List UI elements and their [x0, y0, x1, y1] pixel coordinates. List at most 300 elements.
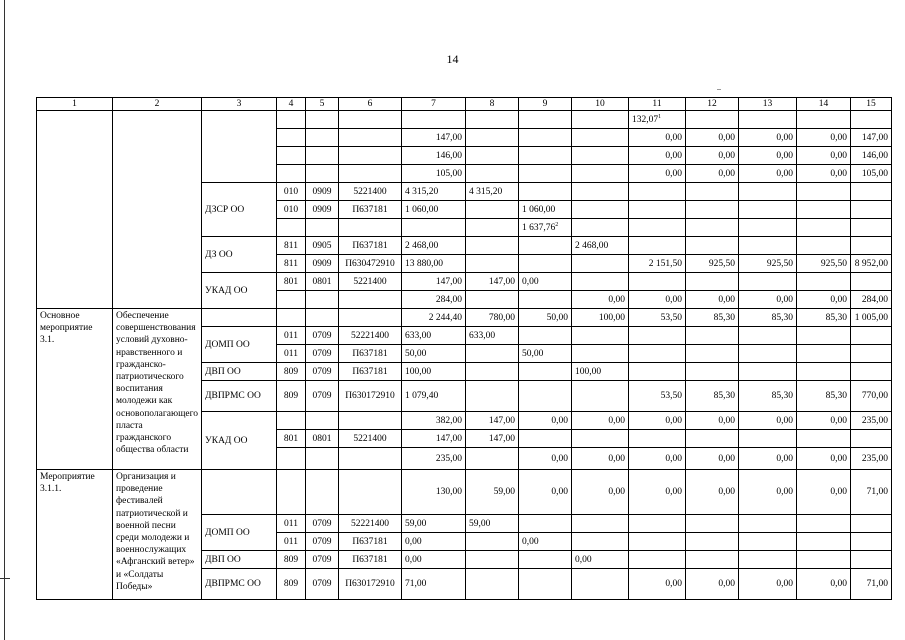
cell: 8 952,00 — [851, 255, 892, 273]
cell — [339, 291, 402, 309]
cell: 0,00 — [739, 291, 797, 309]
cell: 146,00 — [851, 147, 892, 165]
cell: 85,30 — [797, 381, 851, 412]
cell — [519, 381, 572, 412]
cell: 809 — [277, 363, 306, 381]
page-number: 14 — [446, 52, 459, 66]
cell: 284,00 — [851, 291, 892, 309]
cell: 85,30 — [686, 309, 739, 327]
header-row — [37, 98, 892, 111]
cell — [466, 111, 519, 129]
cell — [277, 448, 306, 470]
cell: 0,00 — [519, 448, 572, 470]
budget-table — [36, 97, 892, 600]
cell: 0,00 — [629, 470, 686, 515]
cell — [202, 470, 277, 515]
cell — [797, 219, 851, 237]
cell: 2 468,00 — [402, 237, 466, 255]
cell: 0709 — [306, 551, 339, 569]
cell: 0,00 — [686, 448, 739, 470]
col-header: 14 — [797, 98, 851, 111]
cell: 85,30 — [797, 309, 851, 327]
cell — [306, 129, 339, 147]
cell: 0,00 — [739, 470, 797, 515]
cell: 0,00 — [572, 291, 629, 309]
cell: 1 079,40 — [402, 381, 466, 412]
cell: 811 — [277, 255, 306, 273]
cell — [797, 430, 851, 448]
cell — [466, 291, 519, 309]
cell — [466, 129, 519, 147]
cell: П637181 — [339, 551, 402, 569]
cell: 0,00 — [629, 569, 686, 600]
cell: 0,00 — [629, 291, 686, 309]
cell — [739, 363, 797, 381]
cell: 50,00 — [519, 345, 572, 363]
cell — [797, 237, 851, 255]
cell — [339, 448, 402, 470]
cell: П637181 — [339, 201, 402, 219]
cell: 0909 — [306, 201, 339, 219]
cell — [629, 183, 686, 201]
cell — [739, 219, 797, 237]
cell — [306, 291, 339, 309]
col-header: 8 — [466, 98, 519, 111]
table-row — [37, 470, 892, 515]
cell — [519, 237, 572, 255]
cell: 235,00 — [851, 412, 892, 430]
cell: 0,00 — [629, 129, 686, 147]
cell: 0,00 — [572, 551, 629, 569]
cell — [277, 129, 306, 147]
cell: 011 — [277, 533, 306, 551]
cell: 105,00 — [402, 165, 466, 183]
cell: 13 880,00 — [402, 255, 466, 273]
cell — [466, 201, 519, 219]
cell: 0909 — [306, 255, 339, 273]
cell — [113, 111, 202, 309]
cell — [466, 569, 519, 600]
cell: 0909 — [306, 183, 339, 201]
col-header: 6 — [339, 98, 402, 111]
cell: 52221400 — [339, 327, 402, 345]
cell: 0801 — [306, 273, 339, 291]
cell: 5221400 — [339, 430, 402, 448]
cell: 925,50 — [686, 255, 739, 273]
cell: 0,00 — [629, 412, 686, 430]
cell — [339, 470, 402, 515]
cell — [466, 345, 519, 363]
activity-description-cell: Организация и проведение фестивалей патриотической и военной песни среди молодежи и военнослужащих «Афганский ветер» и «Солдаты Победы» — [113, 470, 202, 600]
cell — [306, 448, 339, 470]
cell — [739, 551, 797, 569]
cell: 0,00 — [797, 448, 851, 470]
cell — [686, 327, 739, 345]
cell — [466, 551, 519, 569]
cell: 284,00 — [402, 291, 466, 309]
cell: 147,00 — [402, 129, 466, 147]
cell: 1 637,76$^2$ — [519, 219, 572, 237]
cell — [519, 129, 572, 147]
cell — [686, 345, 739, 363]
cell — [402, 111, 466, 129]
cell: 0709 — [306, 345, 339, 363]
cell — [797, 345, 851, 363]
cell — [519, 569, 572, 600]
cell — [466, 533, 519, 551]
cell: 71,00 — [402, 569, 466, 600]
cell — [466, 237, 519, 255]
cell: 85,30 — [739, 309, 797, 327]
cell: 1 005,00 — [851, 309, 892, 327]
cell — [572, 327, 629, 345]
cell — [519, 291, 572, 309]
cell: П637181 — [339, 237, 402, 255]
col-header: 12 — [686, 98, 739, 111]
cell: П630172910 — [339, 569, 402, 600]
cell — [797, 515, 851, 533]
cell: 0,00 — [686, 147, 739, 165]
cell — [686, 201, 739, 219]
cell — [686, 111, 739, 129]
cell — [739, 111, 797, 129]
cell: 925,50 — [739, 255, 797, 273]
cell: 809 — [277, 551, 306, 569]
cell: 0,00 — [629, 147, 686, 165]
cell: 0,00 — [572, 448, 629, 470]
cell: 0709 — [306, 569, 339, 600]
cell: 147,00 — [466, 412, 519, 430]
cell: 0,00 — [739, 129, 797, 147]
cell — [572, 201, 629, 219]
cell — [686, 183, 739, 201]
cell — [851, 430, 892, 448]
cell: 2 244,40 — [402, 309, 466, 327]
cell: 801 — [277, 430, 306, 448]
cell: 0,00 — [519, 412, 572, 430]
cell: 147,00 — [466, 430, 519, 448]
cell — [572, 219, 629, 237]
cell — [306, 147, 339, 165]
cell: 633,00 — [466, 327, 519, 345]
cell: 0,00 — [629, 165, 686, 183]
cell: 0,00 — [797, 470, 851, 515]
cell: 0,00 — [797, 412, 851, 430]
executor-cell: ДВПРМС ОО — [202, 381, 277, 412]
cell: 809 — [277, 569, 306, 600]
cell: 146,00 — [402, 147, 466, 165]
col-header: 3 — [202, 98, 277, 111]
cell: 0,00 — [572, 412, 629, 430]
cell — [686, 237, 739, 255]
cell — [519, 255, 572, 273]
cell — [797, 363, 851, 381]
cell — [202, 111, 277, 183]
cell: П630472910 — [339, 255, 402, 273]
cell: 0,00 — [572, 470, 629, 515]
cell: 100,00 — [402, 363, 466, 381]
cell — [572, 515, 629, 533]
cell — [797, 201, 851, 219]
cell: П637181 — [339, 363, 402, 381]
cell — [572, 129, 629, 147]
cell — [739, 533, 797, 551]
cell: 59,00 — [466, 470, 519, 515]
cell: 809 — [277, 381, 306, 412]
executor-cell: ДВП ОО — [202, 363, 277, 381]
cell: 0,00 — [739, 412, 797, 430]
cell: 1 060,00 — [402, 201, 466, 219]
cell: 0,00 — [797, 569, 851, 600]
col-header: 1 — [37, 98, 113, 111]
cell: 85,30 — [686, 381, 739, 412]
cell: 235,00 — [402, 448, 466, 470]
cell — [277, 470, 306, 515]
cell: 0709 — [306, 533, 339, 551]
cell: 4 315,20 — [466, 183, 519, 201]
cell — [797, 551, 851, 569]
margin-tick — [0, 578, 10, 579]
cell: 801 — [277, 273, 306, 291]
cell: 53,50 — [629, 309, 686, 327]
col-header: 7 — [402, 98, 466, 111]
cell — [572, 430, 629, 448]
cell — [277, 291, 306, 309]
cell: 0905 — [306, 237, 339, 255]
activity-description-cell: Обеспечение совершенствования условий духовно-нравственного и гражданско-патриотического воспитания молодежи как основополагающего пласта гражданского общества области — [113, 309, 202, 470]
cell — [629, 551, 686, 569]
cell — [739, 237, 797, 255]
cell — [797, 327, 851, 345]
cell — [306, 412, 339, 430]
cell — [402, 219, 466, 237]
cell — [572, 255, 629, 273]
executor-cell: ДЗ ОО — [202, 237, 277, 273]
cell — [339, 309, 402, 327]
cell — [519, 183, 572, 201]
cell — [629, 273, 686, 291]
cell: 0709 — [306, 515, 339, 533]
cell — [851, 515, 892, 533]
cell — [797, 533, 851, 551]
cell: 0,00 — [797, 165, 851, 183]
cell — [629, 430, 686, 448]
cell — [519, 111, 572, 129]
cell — [629, 237, 686, 255]
cell: 59,00 — [466, 515, 519, 533]
cell — [339, 165, 402, 183]
cell — [339, 219, 402, 237]
cell — [277, 165, 306, 183]
cell: 0,00 — [739, 147, 797, 165]
cell: 0,00 — [519, 533, 572, 551]
table-row — [37, 309, 892, 327]
cell: 53,50 — [629, 381, 686, 412]
cell: 5221400 — [339, 183, 402, 201]
cell — [629, 327, 686, 345]
cell — [466, 363, 519, 381]
cell — [629, 533, 686, 551]
cell — [739, 273, 797, 291]
speck — [717, 89, 721, 90]
cell — [466, 381, 519, 412]
cell — [277, 412, 306, 430]
cell — [851, 201, 892, 219]
cell: 0801 — [306, 430, 339, 448]
cell: 0709 — [306, 381, 339, 412]
cell — [851, 533, 892, 551]
cell — [37, 111, 113, 309]
cell: 0,00 — [739, 569, 797, 600]
cell: 0,00 — [797, 291, 851, 309]
cell — [739, 515, 797, 533]
cell — [339, 129, 402, 147]
cell: 147,00 — [466, 273, 519, 291]
cell: 71,00 — [851, 470, 892, 515]
cell: 0,00 — [629, 448, 686, 470]
cell: 010 — [277, 183, 306, 201]
cell — [466, 147, 519, 165]
col-header: 4 — [277, 98, 306, 111]
cell — [572, 183, 629, 201]
cell: 85,30 — [739, 381, 797, 412]
cell — [686, 430, 739, 448]
cell — [277, 111, 306, 129]
cell: П637181 — [339, 345, 402, 363]
cell: 0,00 — [519, 273, 572, 291]
cell — [339, 412, 402, 430]
cell — [851, 219, 892, 237]
cell: 0,00 — [686, 129, 739, 147]
cell: 0,00 — [797, 147, 851, 165]
cell — [466, 165, 519, 183]
cell — [851, 345, 892, 363]
activity-name-cell: Мероприятие 3.1.1. — [37, 470, 113, 600]
cell — [277, 309, 306, 327]
cell — [686, 533, 739, 551]
cell — [851, 183, 892, 201]
cell: 770,00 — [851, 381, 892, 412]
cell: 0,00 — [686, 291, 739, 309]
cell — [629, 515, 686, 533]
col-header: 10 — [572, 98, 629, 111]
cell — [686, 551, 739, 569]
cell: 010 — [277, 201, 306, 219]
cell — [306, 111, 339, 129]
cell — [466, 219, 519, 237]
cell — [306, 309, 339, 327]
cell: 105,00 — [851, 165, 892, 183]
cell — [739, 345, 797, 363]
cell — [851, 237, 892, 255]
page-binding-line — [4, 0, 5, 640]
cell: 0709 — [306, 327, 339, 345]
table-row — [37, 111, 892, 129]
cell: 2 468,00 — [572, 237, 629, 255]
cell — [629, 363, 686, 381]
cell — [519, 147, 572, 165]
cell: 5221400 — [339, 273, 402, 291]
cell: 132,07$^1$ — [629, 111, 686, 129]
cell: 011 — [277, 327, 306, 345]
cell — [851, 273, 892, 291]
executor-cell: ДВП ОО — [202, 551, 277, 569]
cell — [629, 201, 686, 219]
cell — [306, 470, 339, 515]
executor-cell: ДЗСР ОО — [202, 183, 277, 237]
cell — [686, 515, 739, 533]
cell: 011 — [277, 515, 306, 533]
cell — [306, 219, 339, 237]
cell — [851, 363, 892, 381]
cell: 130,00 — [402, 470, 466, 515]
cell: П630172910 — [339, 381, 402, 412]
cell — [629, 219, 686, 237]
cell — [277, 219, 306, 237]
cell: 52221400 — [339, 515, 402, 533]
cell: 0,00 — [686, 165, 739, 183]
cell: 0,00 — [519, 470, 572, 515]
cell: 0,00 — [739, 165, 797, 183]
cell — [572, 533, 629, 551]
cell — [739, 201, 797, 219]
cell: 0,00 — [739, 448, 797, 470]
cell: 59,00 — [402, 515, 466, 533]
cell: 50,00 — [519, 309, 572, 327]
cell: 633,00 — [402, 327, 466, 345]
cell — [686, 363, 739, 381]
cell — [306, 165, 339, 183]
cell: 811 — [277, 237, 306, 255]
cell — [572, 273, 629, 291]
col-header: 5 — [306, 98, 339, 111]
cell — [739, 183, 797, 201]
cell — [339, 147, 402, 165]
cell — [572, 345, 629, 363]
cell — [797, 111, 851, 129]
cell: 2 151,50 — [629, 255, 686, 273]
cell — [851, 111, 892, 129]
cell — [466, 255, 519, 273]
cell — [686, 219, 739, 237]
cell — [572, 111, 629, 129]
cell: 147,00 — [851, 129, 892, 147]
cell: 4 315,20 — [402, 183, 466, 201]
cell: 1 060,00 — [519, 201, 572, 219]
cell — [739, 327, 797, 345]
cell: 011 — [277, 345, 306, 363]
cell: 71,00 — [851, 569, 892, 600]
cell: П637181 — [339, 533, 402, 551]
cell — [519, 327, 572, 345]
cell: 147,00 — [402, 273, 466, 291]
cell — [202, 309, 277, 327]
cell: 0,00 — [686, 569, 739, 600]
cell: 235,00 — [851, 448, 892, 470]
cell: 147,00 — [402, 430, 466, 448]
cell — [519, 515, 572, 533]
cell — [572, 569, 629, 600]
cell — [572, 165, 629, 183]
cell: 0,00 — [686, 470, 739, 515]
cell — [519, 363, 572, 381]
cell: 100,00 — [572, 363, 629, 381]
executor-cell: УКАД ОО — [202, 412, 277, 470]
executor-cell: УКАД ОО — [202, 273, 277, 309]
col-header: 13 — [739, 98, 797, 111]
cell: 925,50 — [797, 255, 851, 273]
cell: 100,00 — [572, 309, 629, 327]
